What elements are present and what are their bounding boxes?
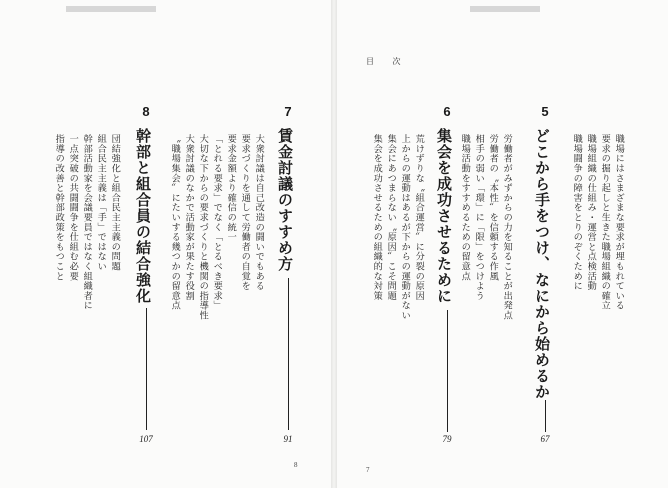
chapter-title: どこから手をつけ、なにから始めるか	[533, 128, 551, 400]
page-number: 107	[139, 434, 153, 444]
toc-item: 要求づくりを通して労働者の自覚を	[239, 134, 251, 291]
folio-left: 8	[294, 461, 298, 469]
toc-item: 大衆討議は自己改造の闘いでもある	[253, 134, 265, 291]
chapter-number: 6	[443, 104, 451, 119]
toc-item: 幹部活動家を会議要員ではなく組織者に	[81, 134, 93, 311]
leader-line	[447, 310, 448, 432]
scan-artifact	[470, 6, 540, 12]
chapter-title: 賃金討議のすすめ方	[276, 128, 294, 272]
toc-item: 集会にあつまらない〝原因〟こそ問題	[385, 134, 397, 301]
toc-heading: 目 次	[366, 57, 409, 66]
chapter-title: 集会を成功させるために	[435, 128, 453, 304]
toc-item: 職場組織の仕組み・運営と点検活動	[585, 134, 597, 291]
leader-line	[545, 400, 546, 432]
leader-line	[288, 278, 289, 430]
toc-item: 職場闘争の障害をとりのぞくために	[571, 134, 583, 291]
toc-item: 相手の弱い「環」に「限」をつけよう	[473, 134, 485, 301]
chapter-number: 5	[541, 104, 549, 119]
page-number: 79	[442, 434, 452, 444]
book-gutter	[331, 0, 337, 488]
toc-item: 指導の改善と幹部政策をもつこと	[53, 134, 65, 281]
toc-item: 一点突破の共闘闘争を仕組む必要	[67, 134, 79, 281]
toc-item: 組合民主主義は「手」ではない	[95, 134, 107, 272]
toc-item: 労働者がみずからの力を知ることが出発点	[501, 134, 513, 321]
scan-artifact	[66, 6, 156, 12]
page-number: 91	[283, 434, 293, 444]
toc-item: 職場活動をすすめるための留意点	[459, 134, 471, 281]
toc-item: 大衆討議のなかで活動家が果たす役割	[183, 134, 195, 301]
toc-item: 要求金額より確信の統一	[225, 134, 237, 242]
page-number: 67	[540, 434, 550, 444]
chapter-number: 7	[284, 104, 292, 119]
toc-item: 労働者の〝本性〟を信頼する作風	[487, 134, 499, 281]
toc-item: 集会を成功させるための組織的な対策	[371, 134, 383, 301]
folio-right: 7	[366, 466, 370, 474]
toc-item: 荒けずりな〝組合運営〟に分裂の原因	[413, 134, 425, 301]
chapter-title: 幹部と組合員の結合強化	[134, 128, 152, 304]
toc-item: 「とれる要求」でなく「とるべき要求」	[211, 134, 223, 311]
toc-item: 団結強化と組合民主主義の問題	[109, 134, 121, 272]
leader-line	[146, 308, 147, 430]
toc-item: 大切な下からの要求づくりと機関の指導性	[197, 134, 209, 321]
toc-item: 上からの運動はあるが下からの運動がない	[399, 134, 411, 321]
toc-item: 〝職場集会〟にたいする幾つかの留意点	[169, 134, 181, 311]
chapter-number: 8	[142, 104, 150, 119]
toc-item: 要求の掘り起しと生きた職場組織の確立	[599, 134, 611, 311]
toc-item: 職場にはさまざまな要求が埋もれている	[613, 134, 625, 311]
